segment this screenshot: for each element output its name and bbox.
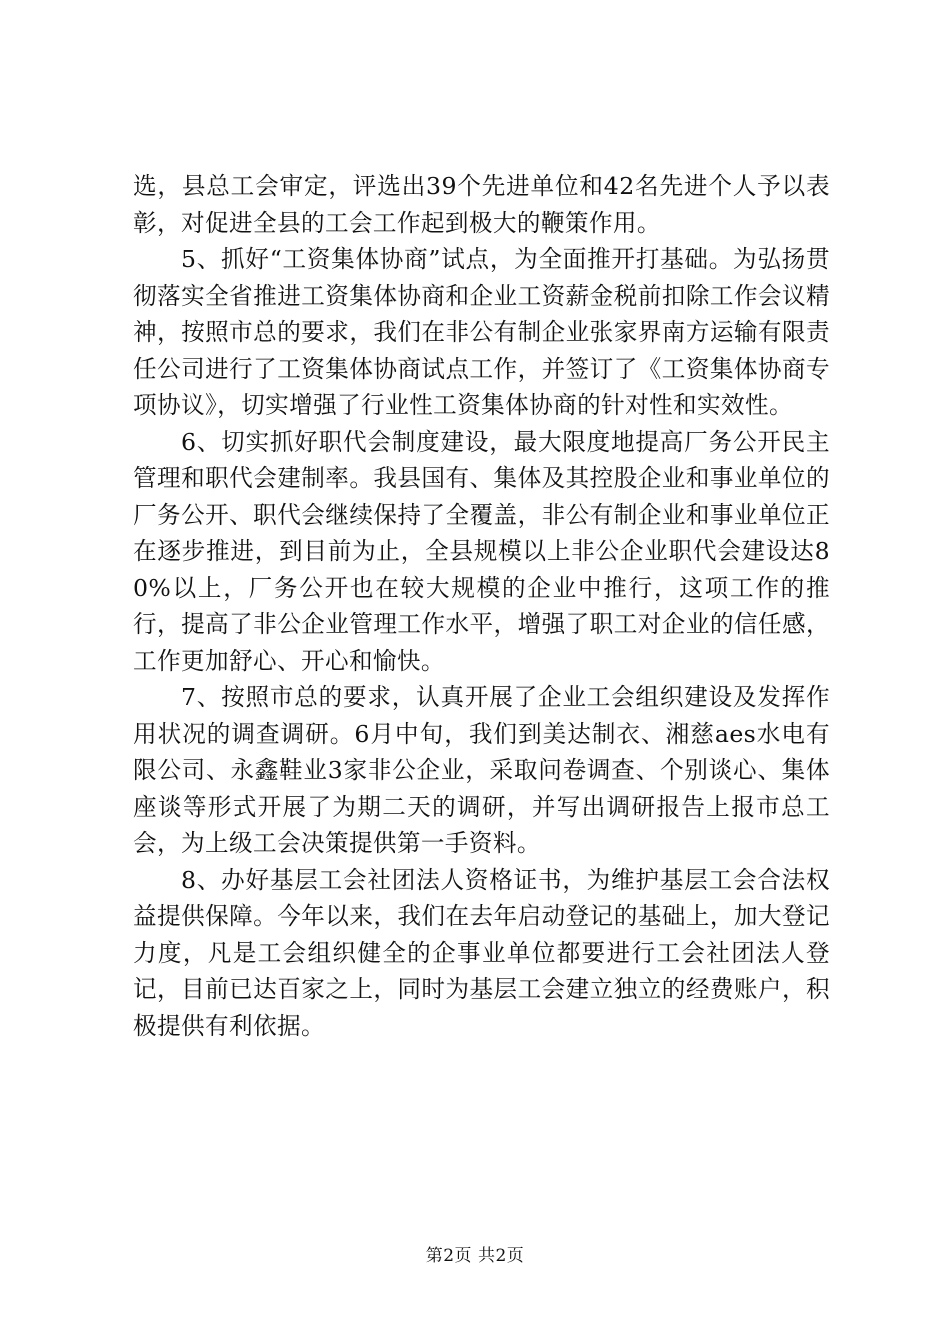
page-number-footer: 第2页 共2页 — [425, 1246, 525, 1266]
paragraph-continuation: 选，县总工会审定，评选出39个先进单位和42名先进个人予以表彰，对促进全县的工会工作起到极大的鞭策作用。 — [133, 172, 830, 237]
paragraph-item-7: 7、按照市总的要求，认真开展了企业工会组织建设及发挥作用状况的调查调研。6月中旬，我们到美达制衣、湘慈aes水电有限公司、永鑫鞋业3家非公企业，采取问卷调查、个别谈心、集体座谈等形式开展了为期二天的调研，并写出调研报告上报市总工会，为上级工会决策提供第一手资料。 — [133, 683, 830, 857]
paragraph-item-5: 5、抓好“工资集体协商”试点，为全面推开打基础。为弘扬贯彻落实全省推进工资集体协商和企业工资薪金税前扣除工作会议精神，按照市总的要求，我们在非公有制企业张家界南方运输有限责任公司进行了工资集体协商试点工作，并签订了《工资集体协商专项协议》，切实增强了行业性工资集体协商的针对性和实效性。 — [133, 245, 830, 419]
document-body — [133, 168, 830, 1044]
paragraph-item-6: 6、切实抓好职代会制度建设，最大限度地提高厂务公开民主管理和职代会建制率。我县国有、集体及其控股企业和事业单位的厂务公开、职代会继续保持了全覆盖，非公有制企业和事业单位正在逐步推进，到目前为止，全县规模以上非公企业职代会建设达80%以上，厂务公开也在较大规模的企业中推行，这项工作的推行，提高了非公企业管理工作水平，增强了职工对企业的信任感，工作更加舒心、开心和愉快。 — [133, 427, 830, 675]
paragraph-item-8: 8、办好基层工会社团法人资格证书，为维护基层工会合法权益提供保障。今年以来，我们在去年启动登记的基础上，加大登记力度，凡是工会组织健全的企事业单位都要进行工会社团法人登记，目前已达百家之上，同时为基层工会建立独立的经费账户，积极提供有利依据。 — [133, 865, 830, 1040]
